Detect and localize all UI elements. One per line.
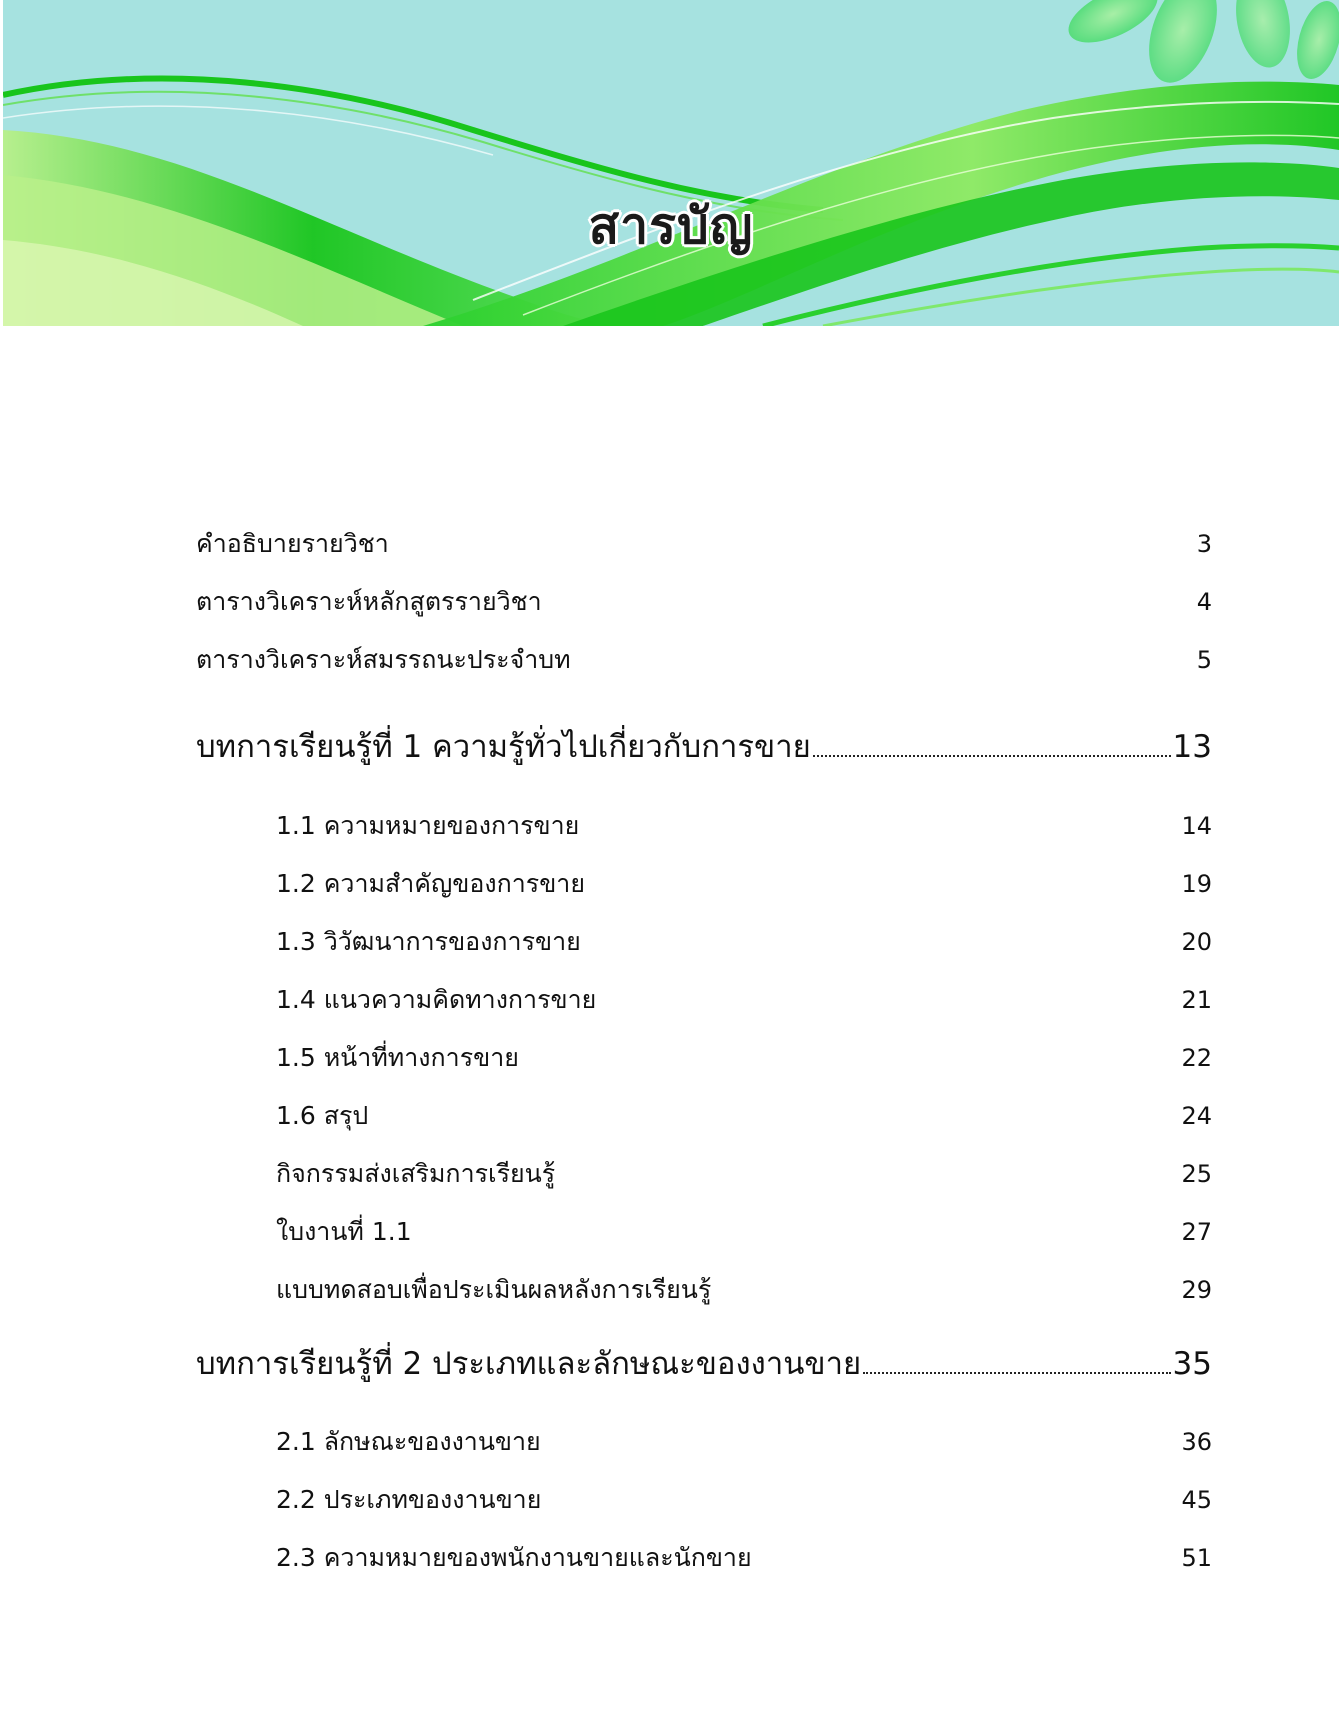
toc-subentry[interactable] xyxy=(196,1273,1212,1307)
toc-entry-page: 51 xyxy=(1181,1544,1212,1572)
toc-entry-label: 2.1 ลักษณะของงานขาย xyxy=(276,1427,541,1456)
toc-entry-page: 24 xyxy=(1181,1102,1212,1130)
header-banner xyxy=(3,0,1339,326)
toc-entry-label: 1.3 วิวัฒนาการของการขาย xyxy=(276,927,581,956)
toc-entry-label: 2.3 ความหมายของพนักงานขายและนักขาย xyxy=(276,1543,752,1572)
toc-entry-page: 29 xyxy=(1181,1276,1212,1304)
toc-subentry[interactable] xyxy=(196,1041,1212,1075)
toc-entry-label: 1.6 สรุป xyxy=(276,1101,369,1130)
toc-entry-page: 36 xyxy=(1181,1428,1212,1456)
toc-subentry[interactable] xyxy=(196,1099,1212,1133)
toc-entry-page: 4 xyxy=(1196,588,1212,616)
toc-entry-page: 5 xyxy=(1196,646,1212,674)
toc-entry-page: 45 xyxy=(1181,1486,1212,1514)
chapter-title: บทการเรียนรู้ที่ 2 ประเภทและลักษณะของงานขาย xyxy=(196,1346,862,1382)
toc-entry-label: ตารางวิเคราะห์สมรรถนะประจำบท xyxy=(196,645,571,674)
toc-entry-page: 25 xyxy=(1181,1160,1212,1188)
toc-entry[interactable] xyxy=(196,527,1212,561)
chapter-page: 35 xyxy=(1172,1346,1212,1382)
toc-chapter-1[interactable] xyxy=(196,726,1212,768)
toc-subentry[interactable] xyxy=(196,809,1212,843)
toc-entry-label: 1.4 แนวความคิดทางการขาย xyxy=(276,985,597,1014)
toc-subentry[interactable] xyxy=(196,983,1212,1017)
toc-entry-label: แบบทดสอบเพื่อประเมินผลหลังการเรียนรู้ xyxy=(276,1275,712,1304)
toc-subentry[interactable] xyxy=(196,1483,1212,1517)
toc-entry-page: 21 xyxy=(1181,986,1212,1014)
toc-entry-page: 3 xyxy=(1196,530,1212,558)
toc-subentry[interactable] xyxy=(196,1215,1212,1249)
toc-entry-label: คำอธิบายรายวิชา xyxy=(196,529,389,558)
toc-entry-label: 2.2 ประเภทของงานขาย xyxy=(276,1485,542,1514)
toc-entry-label: 1.5 หน้าที่ทางการขาย xyxy=(276,1043,519,1072)
toc-entry[interactable] xyxy=(196,643,1212,677)
toc-entry-page: 20 xyxy=(1181,928,1212,956)
toc-entry-label: 1.2 ความสำคัญของการขาย xyxy=(276,869,585,898)
toc-entry-label: 1.1 ความหมายของการขาย xyxy=(276,811,580,840)
dot-leader xyxy=(863,1371,1170,1374)
wave-background xyxy=(3,0,1339,326)
chapter-page: 13 xyxy=(1172,729,1212,765)
page-title: สารบัญ xyxy=(588,197,754,255)
toc-subentry[interactable] xyxy=(196,867,1212,901)
toc-entry-page: 22 xyxy=(1181,1044,1212,1072)
toc-entry-label: กิจกรรมส่งเสริมการเรียนรู้ xyxy=(276,1159,556,1188)
toc-chapter-2[interactable] xyxy=(196,1343,1212,1385)
toc-entry-page: 19 xyxy=(1181,870,1212,898)
toc-entry-page: 14 xyxy=(1181,812,1212,840)
toc-subentry[interactable] xyxy=(196,1157,1212,1191)
dot-leader xyxy=(813,754,1171,757)
toc-subentry[interactable] xyxy=(196,925,1212,959)
toc-entry[interactable] xyxy=(196,585,1212,619)
chapter-title: บทการเรียนรู้ที่ 1 ความรู้ทั่วไปเกี่ยวกับการขาย xyxy=(196,729,811,765)
toc-subentry[interactable] xyxy=(196,1425,1212,1459)
toc-entry-label: ใบงานที่ 1.1 xyxy=(276,1217,412,1246)
toc-entry-page: 27 xyxy=(1181,1218,1212,1246)
toc-subentry[interactable] xyxy=(196,1541,1212,1575)
toc-entry-label: ตารางวิเคราะห์หลักสูตรรายวิชา xyxy=(196,587,542,616)
